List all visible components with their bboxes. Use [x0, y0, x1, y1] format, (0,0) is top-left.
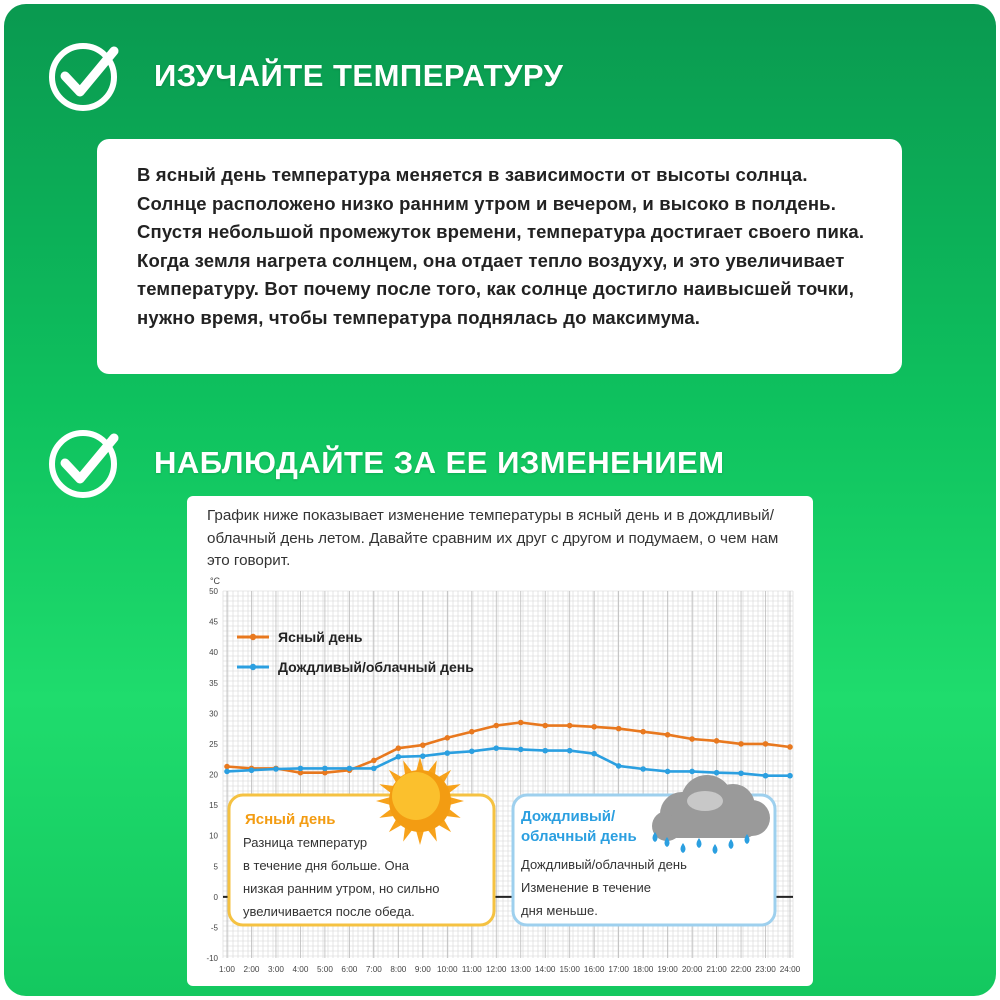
sunny-info-title: Ясный день — [245, 811, 336, 828]
description-text: В ясный день температура меняется в зависимости от высоты солнца. Солнце расположено низко ранним утром и вечером, и высоко в полдень. Спустя небольшой промежуток времени, температура достигает своего пика. Когда земля нагрета солнцем, она отдает тепло воздуху, и это увеличивает температуру. Вот почему после того, как солнце достигло наивысшей точки, нужно время, чтобы температура поднялась до максимума. — [137, 164, 865, 328]
data-point — [665, 769, 671, 775]
legend-marker — [250, 664, 256, 670]
data-point — [640, 729, 646, 735]
x-tick-label: 15:00 — [559, 965, 580, 974]
data-point — [371, 758, 377, 764]
data-point — [420, 742, 426, 748]
x-tick-label: 23:00 — [755, 965, 776, 974]
y-tick-label: 35 — [209, 678, 218, 688]
data-point — [273, 766, 279, 772]
x-tick-label: 21:00 — [706, 965, 727, 974]
section-title: НАБЛЮДАЙТЕ ЗА ЕЕ ИЗМЕНЕНИЕМ — [154, 445, 725, 480]
x-tick-label: 6:00 — [341, 965, 358, 974]
rainy-info-title: облачный день — [521, 828, 637, 845]
legend-marker — [250, 634, 256, 640]
x-tick-label: 18:00 — [632, 965, 654, 974]
y-axis-label: °C — [209, 576, 221, 586]
x-tick-label: 16:00 — [583, 965, 605, 974]
x-tick-label: 9:00 — [414, 965, 431, 974]
data-point — [763, 773, 769, 779]
data-point — [249, 767, 255, 773]
data-point — [616, 763, 622, 769]
checkmark-icon — [48, 424, 126, 502]
legend-label: Ясный день — [278, 629, 363, 645]
sunny-info-line: увеличивается после обеда. — [243, 904, 415, 919]
x-tick-label: 10:00 — [437, 965, 458, 974]
x-tick-label: 2:00 — [243, 965, 260, 974]
data-point — [787, 773, 793, 779]
x-tick-label: 20:00 — [681, 965, 703, 974]
rainy-info-line: Дождливый/облачный день — [521, 857, 687, 872]
data-point — [371, 766, 377, 772]
section-title: ИЗУЧАЙТЕ ТЕМПЕРАТУРУ — [154, 58, 564, 93]
data-point — [763, 741, 769, 747]
sunny-info-line: в течение дня больше. Она — [243, 858, 409, 873]
data-point — [567, 723, 573, 729]
x-tick-label: 4:00 — [292, 965, 309, 974]
data-point — [689, 736, 695, 742]
y-tick-label: 5 — [213, 862, 218, 872]
data-point — [469, 748, 475, 754]
x-tick-label: 22:00 — [730, 965, 752, 974]
data-point — [787, 744, 793, 750]
y-tick-label: 25 — [209, 739, 218, 749]
data-point — [493, 723, 499, 729]
y-tick-label: 40 — [209, 648, 218, 658]
y-tick-label: 45 — [209, 617, 218, 627]
data-point — [616, 726, 622, 732]
x-tick-label: 1:00 — [219, 965, 235, 974]
data-point — [591, 724, 597, 730]
data-point — [738, 741, 744, 747]
legend-label: Дождливый/облачный день — [278, 659, 474, 675]
chart-panel — [187, 496, 813, 986]
x-tick-label: 24:00 — [779, 965, 801, 974]
x-tick-label: 13:00 — [510, 965, 531, 974]
x-tick-label: 17:00 — [608, 965, 629, 974]
y-tick-label: -10 — [206, 954, 218, 963]
data-point — [518, 747, 524, 753]
data-point — [347, 766, 353, 772]
data-point — [542, 723, 548, 729]
sunny-info-line: Разница температур — [243, 835, 368, 850]
data-point — [445, 750, 451, 756]
data-point — [224, 769, 230, 775]
data-point — [714, 738, 720, 744]
sunny-info-line: низкая ранним утром, но сильно — [243, 881, 440, 896]
poster-card — [4, 4, 996, 996]
data-point — [224, 764, 230, 770]
rainy-info-line: дня меньше. — [521, 903, 598, 918]
y-tick-label: 30 — [209, 709, 218, 719]
data-point — [567, 748, 573, 754]
description-panel — [97, 139, 902, 374]
data-point — [518, 720, 524, 726]
section-heading-study — [48, 36, 563, 116]
data-point — [445, 735, 451, 741]
x-tick-label: 5:00 — [316, 965, 333, 974]
sun-icon — [376, 757, 464, 845]
data-point — [689, 769, 695, 775]
x-tick-label: 14:00 — [534, 965, 556, 974]
x-tick-label: 8:00 — [390, 965, 407, 974]
x-tick-label: 11:00 — [461, 965, 482, 974]
y-tick-label: 20 — [209, 770, 218, 780]
temperature-chart — [187, 496, 813, 986]
data-point — [420, 753, 426, 759]
data-point — [396, 745, 402, 751]
x-tick-label: 19:00 — [657, 965, 678, 974]
data-point — [738, 770, 744, 776]
rainy-info-title: Дождливый/ — [521, 808, 616, 825]
chart-intro-text: График ниже показывает изменение температуры в ясный день и в дождливый/облачный день летом. Давайте сравним их друг с другом и подумаем, о чем нам это говорит. — [207, 507, 779, 569]
data-point — [714, 770, 720, 776]
data-point — [469, 729, 475, 735]
x-tick-label: 12:00 — [486, 965, 507, 974]
data-point — [396, 754, 402, 760]
x-tick-label: 7:00 — [365, 965, 382, 974]
y-tick-label: 10 — [209, 831, 218, 841]
rainy-info-line: Изменение в течение — [521, 880, 651, 895]
y-tick-label: -5 — [210, 923, 218, 933]
data-point — [640, 766, 646, 772]
y-tick-label: 15 — [209, 801, 218, 811]
data-point — [322, 766, 328, 772]
data-point — [298, 766, 304, 772]
x-tick-label: 3:00 — [267, 965, 284, 974]
y-tick-label: 0 — [213, 892, 218, 902]
data-point — [591, 751, 597, 757]
y-tick-label: 50 — [209, 587, 218, 596]
checkmark-icon — [48, 37, 126, 115]
section-heading-observe — [48, 423, 725, 503]
data-point — [493, 745, 499, 751]
data-point — [542, 748, 548, 754]
data-point — [665, 732, 671, 738]
